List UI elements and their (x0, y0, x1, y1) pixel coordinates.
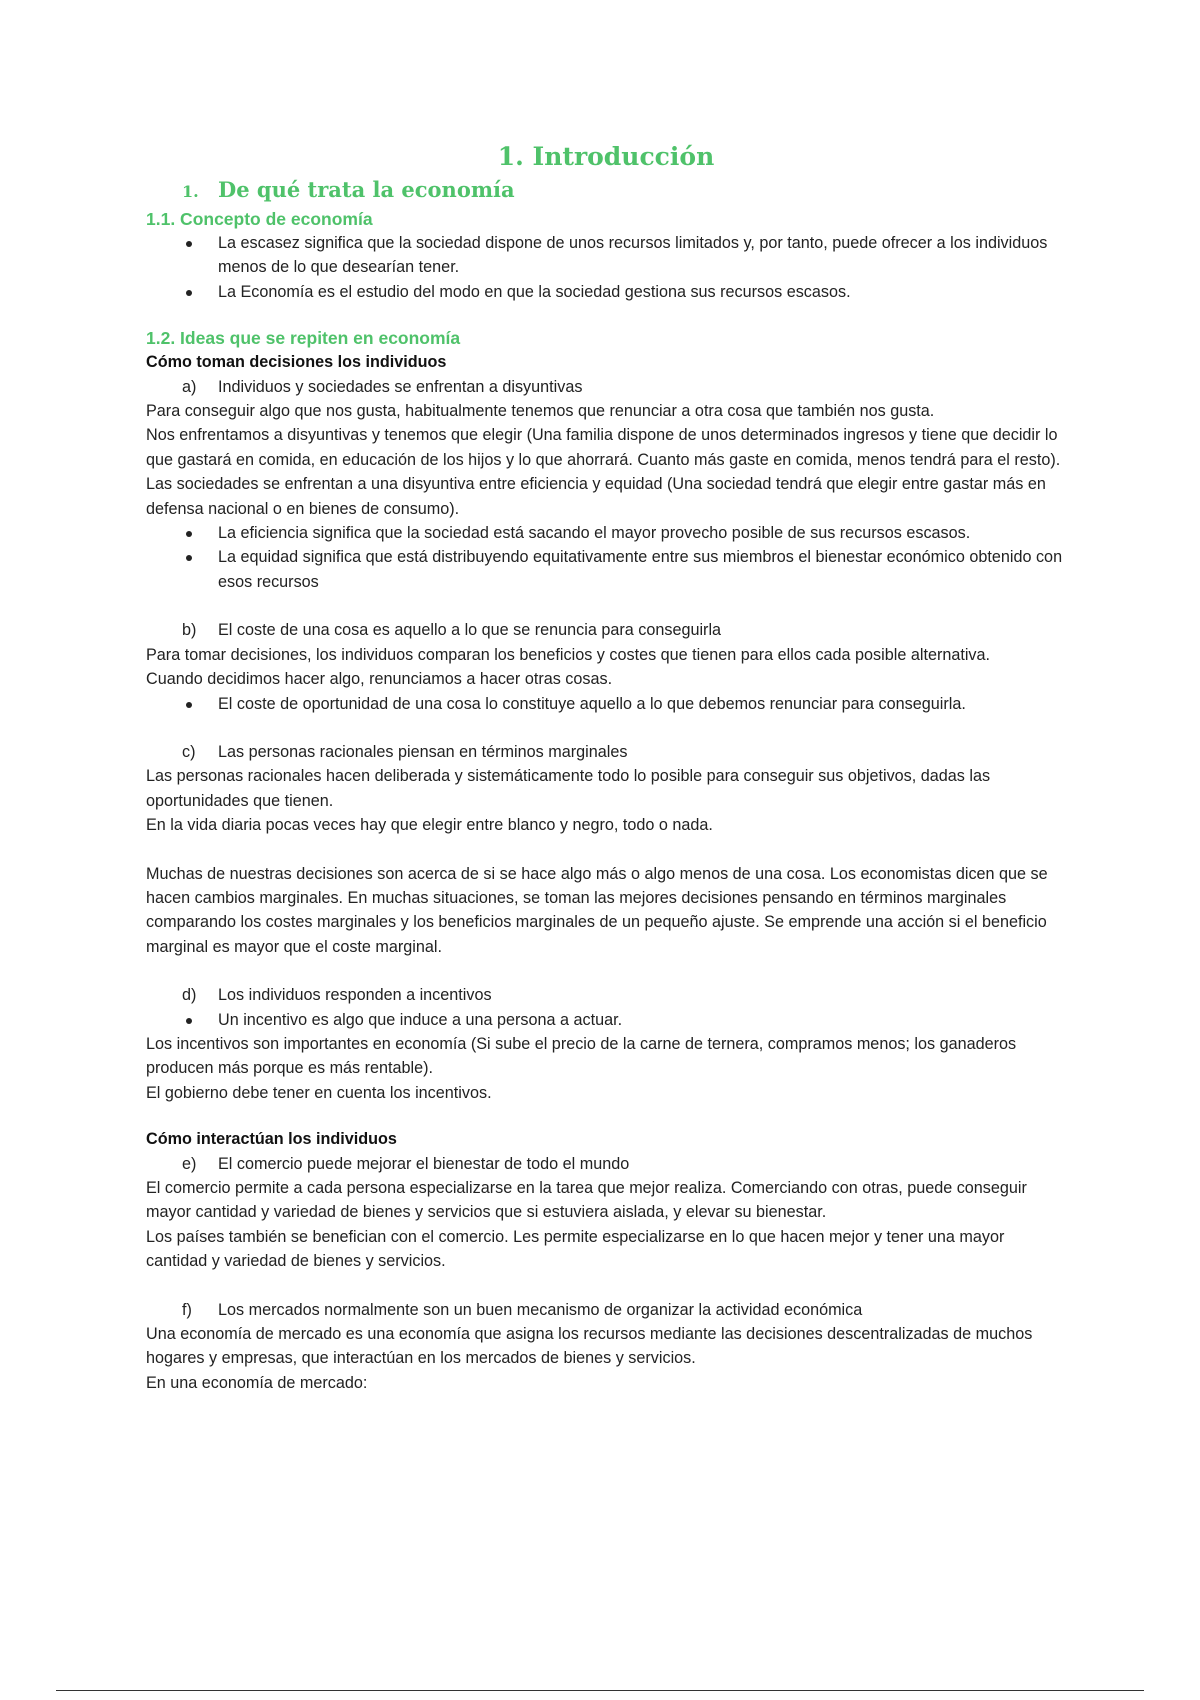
item-label: a) (182, 377, 197, 396)
paragraph: El gobierno debe tener en cuenta los incentivos. (146, 1083, 492, 1102)
paragraph: Muchas de nuestras decisiones son acerca de si se hace algo más o algo menos de una cosa. Los economistas dicen que se hacen cambios marginales. En muchas situaciones, se toman las mejores decisiones pensando en términos marginales comparando los costes marginales y los beneficios marginales de un pequeño ajuste. Se emprende una acción si el beneficio marginal es mayor que el coste marginal. (146, 864, 1048, 956)
paragraph: Cuando decidimos hacer algo, renunciamos a hacer otras cosas. (146, 670, 613, 689)
list-item: La escasez significa que la sociedad dispone de unos recursos limitados y, por tanto, puede ofrecer a los individuos menos de lo que desearían tener. (146, 231, 1066, 280)
item-heading-e (146, 1152, 1066, 1176)
spacer (146, 594, 1066, 618)
paragraph: Nos enfrentamos a disyuntivas y tenemos que elegir (Una familia dispone de unos determinados ingresos y tiene que decidir lo que gastará en comida, en educación de los hijos y lo que ahorrará. Cuanto más gaste en comida, menos tendrá para el resto). (146, 426, 1061, 469)
section-heading-1 (146, 175, 1066, 207)
paragraph: Una economía de mercado es una economía que asigna los recursos mediante las decisiones descentralizadas de muchos hogares y empresas, que interactúan en los mercados de bienes y servicios. (146, 1325, 1033, 1368)
paragraph: En la vida diaria pocas veces hay que elegir entre blanco y negro, todo o nada. (146, 816, 713, 835)
paragraph: Para tomar decisiones, los individuos comparan los beneficios y costes que tienen para ellos cada posible alternativa. (146, 645, 991, 664)
item-heading-b (146, 618, 1066, 642)
group-heading: Cómo interactúan los individuos (146, 1130, 397, 1149)
item-heading-a (146, 375, 1066, 399)
item-title: Individuos y sociedades se enfrentan a disyuntivas (218, 377, 583, 396)
spacer (146, 838, 1066, 862)
item-title: Los mercados normalmente son un buen mecanismo de organizar la actividad económica (218, 1300, 863, 1319)
page-title: 1. Introducción (497, 142, 715, 171)
footer-divider (56, 1690, 1144, 1691)
item-title: El coste de una cosa es aquello a lo que se renuncia para conseguirla (218, 621, 722, 640)
spacer (146, 716, 1066, 740)
paragraph: Los incentivos son importantes en economía (Si sube el precio de la carne de ternera, compramos menos; los ganaderos producen más porque es más rentable). (146, 1034, 1017, 1078)
paragraph: Las personas racionales hacen deliberada y sistemáticamente todo lo posible para conseguir sus objetivos, dadas las oportunidades que tienen. (146, 767, 991, 810)
spacer (146, 959, 1066, 983)
subsection-heading-1-1: 1.1. Concepto de economía (146, 209, 373, 229)
item-heading-d (146, 983, 1066, 1007)
list-item: Un incentivo es algo que induce a una persona a actuar. (146, 1008, 1066, 1032)
item-title: Las personas racionales piensan en términos marginales (218, 742, 628, 761)
bullet-list (146, 692, 1066, 716)
list-item: El coste de oportunidad de una cosa lo constituye aquello a lo que debemos renunciar para conseguirla. (146, 692, 1066, 716)
item-label: b) (182, 621, 197, 640)
item-label: e) (182, 1154, 197, 1173)
paragraph: El comercio permite a cada persona especializarse en la tarea que mejor realiza. Comerciando con otras, puede conseguir mayor cantidad y variedad de bienes y servicios que si estuviera aislada, y elevar su bienestar. (146, 1179, 1027, 1222)
group-heading: Cómo toman decisiones los individuos (146, 353, 447, 372)
section-number: 1. (182, 182, 199, 201)
item-heading-f (146, 1298, 1066, 1322)
paragraph: Para conseguir algo que nos gusta, habitualmente tenemos que renunciar a otra cosa que también nos gusta. (146, 402, 935, 421)
item-label: d) (182, 986, 197, 1005)
list-item: La eficiencia significa que la sociedad está sacando el mayor provecho posible de sus recursos escasos. (146, 521, 1066, 545)
paragraph: Las sociedades se enfrentan a una disyuntiva entre eficiencia y equidad (Una sociedad tendrá que elegir entre gastar más en defensa nacional o en bienes de consumo). (146, 475, 1046, 518)
paragraph: Los países también se benefician con el comercio. Les permite especializarse en lo que hacen mejor y tener una mayor cantidad y variedad de bienes y servicios. (146, 1227, 1005, 1271)
document-body (146, 141, 1066, 1395)
item-label: c) (182, 742, 196, 761)
item-heading-c (146, 740, 1066, 764)
spacer (146, 1274, 1066, 1298)
bullet-list (146, 1008, 1066, 1032)
item-title: El comercio puede mejorar el bienestar de todo el mundo (218, 1154, 630, 1173)
subsection-heading-1-2: 1.2. Ideas que se repiten en economía (146, 328, 461, 349)
list-item: La Economía es el estudio del modo en que la sociedad gestiona sus recursos escasos. (146, 280, 1066, 304)
section-label: De qué trata la economía (218, 177, 515, 202)
item-title: Los individuos responden a incentivos (218, 986, 492, 1005)
paragraph: En una economía de mercado: (146, 1373, 368, 1392)
bullet-list (146, 231, 1066, 304)
list-item: La equidad significa que está distribuyendo equitativamente entre sus miembros el bienestar económico obtenido con esos recursos (146, 545, 1066, 594)
bullet-list (146, 521, 1066, 594)
item-label: f) (182, 1300, 192, 1319)
